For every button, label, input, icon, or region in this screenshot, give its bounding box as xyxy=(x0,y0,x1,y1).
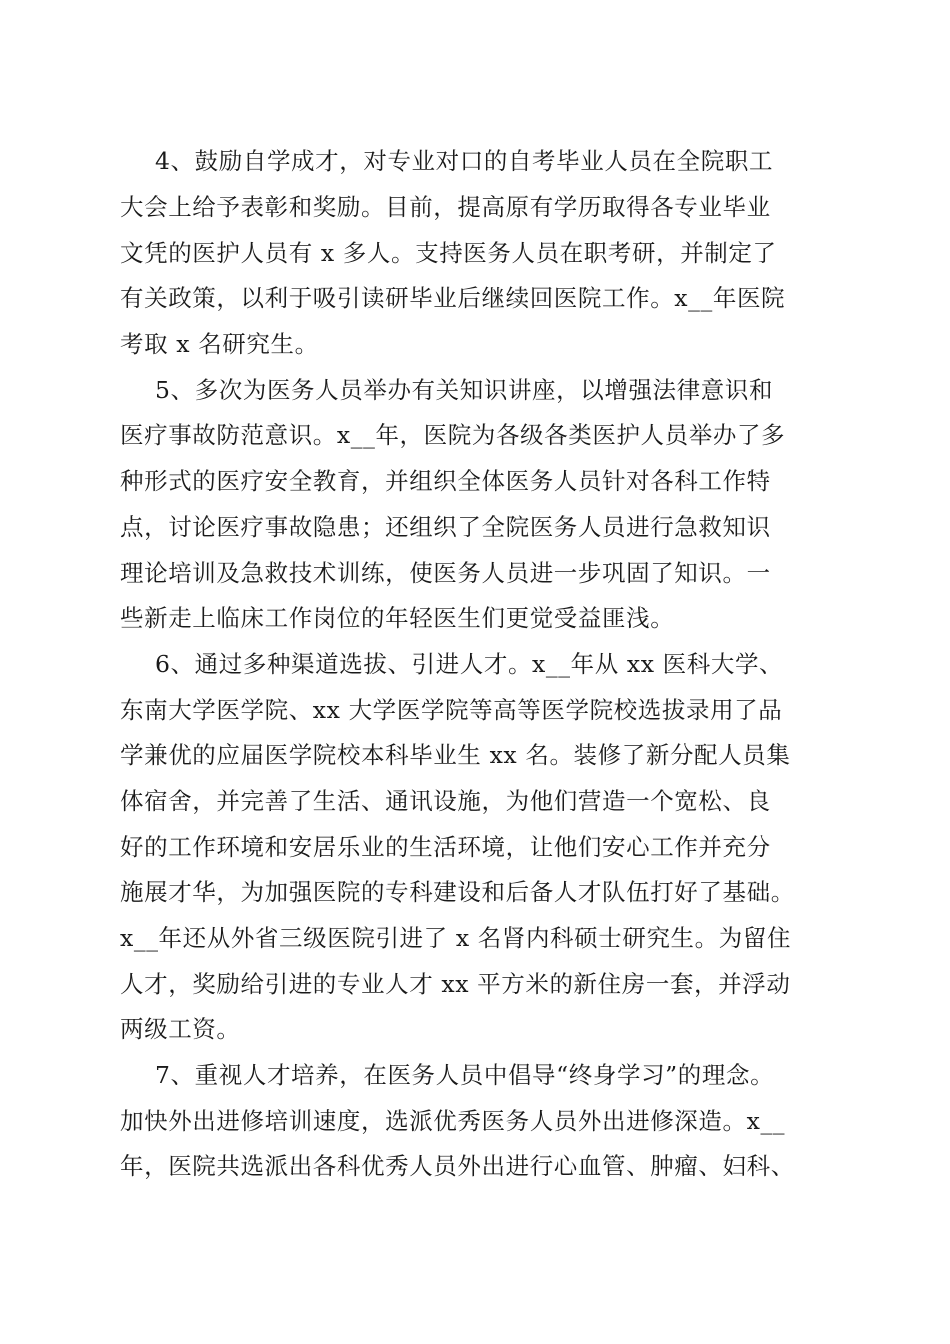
paragraph-6-line-4: 体宿舍，并完善了生活、通讯设施，为他们营造一个宽松、良 xyxy=(120,787,771,815)
paragraph-4-line-1: 4、鼓励自学成才，对专业对口的自考毕业人员在全院职工 xyxy=(155,147,774,175)
paragraph-7-line-3: 年，医院共选派出各科优秀人员外出进行心血管、肿瘤、妇科、 xyxy=(120,1152,795,1180)
paragraph-4-line-5: 考取 x 名研究生。 xyxy=(120,330,319,358)
paragraph-6-line-5: 好的工作环境和安居乐业的生活环境，让他们安心工作并充分 xyxy=(120,833,771,861)
paragraph-6-line-1: 6、通过多种渠道选拔、引进人才。x__年从 xx 医科大学、 xyxy=(155,650,784,678)
paragraph-4-line-4: 有关政策，以利于吸引读研毕业后继续回医院工作。x__年医院 xyxy=(120,284,786,312)
paragraph-7-line-2: 加快外出进修培训速度，选派优秀医务人员外出进修深造。x__ xyxy=(120,1107,786,1135)
paragraph-5-line-5: 理论培训及急救技术训练，使医务人员进一步巩固了知识。一 xyxy=(120,559,771,587)
paragraph-5-line-4: 点，讨论医疗事故隐患；还组织了全院医务人员进行急救知识 xyxy=(120,513,771,541)
paragraph-5-line-2: 医疗事故防范意识。x__年，医院为各级各类医护人员举办了多 xyxy=(120,421,786,449)
paragraph-6-line-6: 施展才华，为加强医院的专科建设和后备人才队伍打好了基础。 xyxy=(120,878,795,906)
paragraph-5-line-1: 5、多次为医务人员举办有关知识讲座，以增强法律意识和 xyxy=(155,376,774,404)
paragraph-4-line-2: 大会上给予表彰和奖励。目前，提高原有学历取得各专业毕业 xyxy=(120,193,771,221)
paragraph-6-line-2: 东南大学医学院、xx 大学医学院等高等医学院校选拔录用了品 xyxy=(120,696,783,724)
paragraph-6-line-8: 人才，奖励给引进的专业人才 xx 平方米的新住房一套，并浮动 xyxy=(120,970,791,998)
paragraph-5-line-3: 种形式的医疗安全教育，并组织全体医务人员针对各科工作特 xyxy=(120,467,771,495)
paragraph-6-line-3: 学兼优的应届医学院校本科毕业生 xx 名。装修了新分配人员集 xyxy=(120,741,791,769)
paragraph-6-line-7: x__年还从外省三级医院引进了 x 名肾内科硕士研究生。为留住 xyxy=(120,924,792,952)
paragraph-5-line-6: 些新走上临床工作岗位的年轻医生们更觉受益匪浅。 xyxy=(120,604,675,632)
paragraph-6-line-9: 两级工资。 xyxy=(120,1015,241,1043)
paragraph-7-line-1: 7、重视人才培养，在医务人员中倡导“终身学习”的理念。 xyxy=(155,1061,775,1089)
paragraph-4-line-3: 文凭的医护人员有 x 多人。支持医务人员在职考研，并制定了 xyxy=(120,239,777,267)
